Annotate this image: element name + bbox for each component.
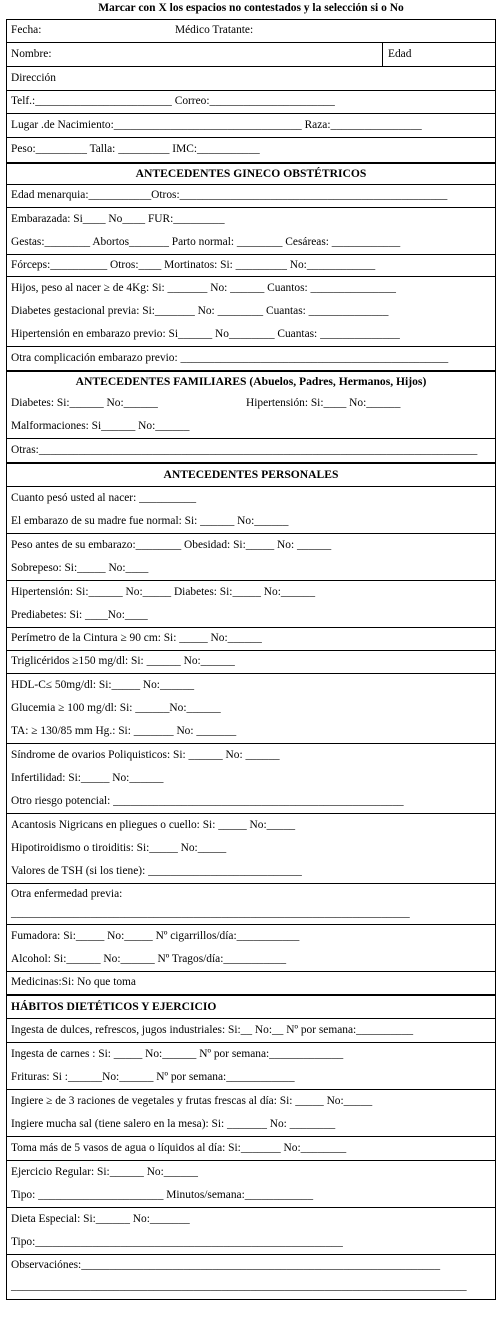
habitos-heading: HÁBITOS DIETÉTICOS Y EJERCICIO bbox=[7, 994, 495, 1018]
dieta-group bbox=[7, 1207, 495, 1254]
otro-riesgo-row bbox=[7, 790, 495, 813]
medicinas-field[interactable]: Medicinas:Si: No que toma bbox=[11, 976, 136, 988]
hipertension-diabetes-field[interactable]: Hipertensión: Si:______ No:_____ Diabetes: Si:_____ No:______ bbox=[11, 586, 316, 598]
observaciones-group bbox=[7, 1254, 495, 1299]
vegetales-row bbox=[7, 1090, 495, 1113]
otra-enfermedad-line-row bbox=[7, 904, 495, 924]
agua-row bbox=[7, 1136, 495, 1160]
sobrepeso-row bbox=[7, 557, 495, 580]
otra-enfermedad-row bbox=[7, 884, 495, 904]
sal-field[interactable]: Ingiere mucha sal (tiene salero en la mesa): Si: _______ No: ________ bbox=[11, 1118, 336, 1130]
familiares-otras-row bbox=[7, 438, 495, 462]
peso-talla-imc-field[interactable]: Peso:_________ Talla: _________ IMC:___________ bbox=[11, 143, 260, 155]
ejercicio-row bbox=[7, 1161, 495, 1184]
ejercicio-tipo-field[interactable]: Tipo: ______________________ Minutos/semana:____________ bbox=[11, 1189, 314, 1201]
agua-field[interactable]: Toma más de 5 vasos de agua o líquidos al día: Si:_______ No:________ bbox=[11, 1142, 347, 1154]
acantosis-group bbox=[7, 813, 495, 883]
menarquia-field[interactable]: Edad menarquia:___________Otros:_______________________________________________ bbox=[11, 189, 448, 201]
medicinas-row bbox=[7, 971, 495, 994]
ta-field[interactable]: TA: ≥ 130/85 mm Hg.: Si: _______ No: _______ bbox=[11, 725, 237, 737]
hipertension-embarazo-row bbox=[7, 323, 495, 346]
lugar-raza-field[interactable]: Lugar .de Nacimiento:_________________________________ Raza:________________ bbox=[11, 119, 422, 131]
embarazada-group bbox=[7, 207, 495, 254]
prediabetes-row bbox=[7, 604, 495, 627]
hipotiroidismo-field[interactable]: Hipotiroidismo o tiroiditis: Si:_____ No:_____ bbox=[11, 842, 227, 854]
otra-enfermedad-label: Otra enfermedad previa: bbox=[11, 888, 123, 900]
dieta-tipo-field[interactable]: Tipo:______________________________________________________ bbox=[11, 1236, 343, 1248]
peso-antes-field[interactable]: Peso antes de su embarazo:________ Obesidad: Si:_____ No: ______ bbox=[11, 539, 332, 551]
sal-row bbox=[7, 1113, 495, 1136]
gineco-heading: ANTECEDENTES GINECO OBSTÉTRICOS bbox=[7, 162, 495, 184]
hdl-row bbox=[7, 674, 495, 697]
dulces-field[interactable]: Ingesta de dulces, refrescos, jugos industriales: Si:__ No:__ Nº por semana:__________ bbox=[11, 1024, 414, 1036]
form-instructions-title: Marcar con X los espacios no contestados y la selección si o No bbox=[98, 2, 404, 14]
otra-complicacion-field[interactable]: Otra complicación embarazo previo: _______________________________________________ bbox=[11, 352, 449, 364]
infertilidad-row bbox=[7, 767, 495, 790]
fecha-row bbox=[7, 20, 495, 42]
observaciones-line-field[interactable]: ________________________________________________________________________________ bbox=[11, 1280, 467, 1292]
edad-divider bbox=[382, 43, 383, 66]
forceps-row bbox=[7, 254, 495, 276]
nombre-row bbox=[7, 42, 495, 66]
familiares-hipertension-field[interactable]: Hipertensión: Si:____ No:______ bbox=[246, 397, 401, 409]
lugar-row bbox=[7, 113, 495, 137]
ejercicio-group bbox=[7, 1160, 495, 1207]
otra-complicacion-row bbox=[7, 346, 495, 370]
peso-antes-row bbox=[7, 534, 495, 557]
hijos-group bbox=[7, 276, 495, 346]
fecha-label[interactable]: Fecha: bbox=[11, 24, 42, 36]
sindrome-group bbox=[7, 743, 495, 813]
alcohol-row bbox=[7, 948, 495, 971]
glucemia-field[interactable]: Glucemia ≥ 100 mg/dl: Si: ______No:______ bbox=[11, 702, 221, 714]
fumadora-group bbox=[7, 924, 495, 971]
patient-form bbox=[6, 19, 496, 1300]
diabetes-gestacional-row bbox=[7, 300, 495, 323]
peso-antes-group bbox=[7, 533, 495, 580]
edad-label[interactable]: Edad bbox=[388, 48, 412, 60]
trigliceridos-field[interactable]: Triglicéridos ≥150 mg/dl: Si: ______ No:______ bbox=[11, 655, 235, 667]
carnes-group bbox=[7, 1042, 495, 1089]
frituras-field[interactable]: Frituras: Si :______No:______ Nº por semana:____________ bbox=[11, 1071, 295, 1083]
hipertension-personal-row bbox=[7, 581, 495, 604]
tsh-field[interactable]: Valores de TSH (si los tiene): ___________________________ bbox=[11, 865, 302, 877]
prediabetes-field[interactable]: Prediabetes: Si: ____No:____ bbox=[11, 609, 148, 621]
observaciones-line-row bbox=[7, 1277, 495, 1299]
fumadora-row bbox=[7, 925, 495, 948]
sobrepeso-field[interactable]: Sobrepeso: Si:_____ No:____ bbox=[11, 562, 149, 574]
alcohol-field[interactable]: Alcohol: Si:______ No:______ Nº Tragos/día:___________ bbox=[11, 953, 287, 965]
familiares-heading: ANTECEDENTES FAMILIARES (Abuelos, Padres, Hermanos, Hijos) bbox=[7, 370, 495, 392]
ejercicio-field[interactable]: Ejercicio Regular: Si:______ No:______ bbox=[11, 1166, 198, 1178]
trigliceridos-row bbox=[7, 650, 495, 673]
peso-nacer-field[interactable]: Cuanto pesó usted al nacer: __________ bbox=[11, 492, 197, 504]
diabetes-gestacional-field[interactable]: Diabetes gestacional previa: Si:_______ No: ________ Cuantas: ______________ bbox=[11, 305, 389, 317]
sindrome-field[interactable]: Síndrome de ovarios Poliquisticos: Si: ______ No: ______ bbox=[11, 749, 280, 761]
perimetro-field[interactable]: Perímetro de la Cintura ≥ 90 cm: Si: _____ No:______ bbox=[11, 632, 262, 644]
personales-heading: ANTECEDENTES PERSONALES bbox=[7, 462, 495, 486]
infertilidad-field[interactable]: Infertilidad: Si:_____ No:______ bbox=[11, 772, 164, 784]
familiares-diabetes-row bbox=[7, 392, 495, 415]
embarazo-madre-row bbox=[7, 510, 495, 533]
peso-nacer-row bbox=[7, 487, 495, 510]
frituras-row bbox=[7, 1066, 495, 1089]
familiares-group bbox=[7, 392, 495, 438]
acantosis-field[interactable]: Acantosis Nigricans en pliegues o cuello: Si: _____ No:_____ bbox=[11, 819, 296, 831]
menarquia-row bbox=[7, 184, 495, 207]
otra-enfermedad-field[interactable]: ______________________________________________________________________ bbox=[11, 907, 410, 919]
hdl-field[interactable]: HDL-C≤ 50mg/dl: Si:_____ No:______ bbox=[11, 679, 195, 691]
medico-label[interactable]: Médico Tratante: bbox=[175, 24, 254, 36]
dieta-row bbox=[7, 1208, 495, 1231]
gestas-field[interactable]: Gestas:________ Abortos_______ Parto normal: ________ Cesáreas: ____________ bbox=[11, 236, 401, 248]
acantosis-row bbox=[7, 814, 495, 837]
otro-riesgo-field[interactable]: Otro riesgo potencial: ___________________________________________________ bbox=[11, 795, 404, 807]
gestas-row bbox=[7, 231, 495, 254]
embarazada-row bbox=[7, 208, 495, 231]
vegetales-group bbox=[7, 1089, 495, 1136]
otra-enfermedad-group bbox=[7, 883, 495, 924]
dulces-row bbox=[7, 1018, 495, 1042]
hdl-group bbox=[7, 673, 495, 743]
dieta-tipo-row bbox=[7, 1231, 495, 1254]
embarazo-madre-field[interactable]: El embarazo de su madre fue normal: Si: ______ No:______ bbox=[11, 515, 289, 527]
perimetro-row bbox=[7, 627, 495, 650]
vegetales-field[interactable]: Ingiere ≥ de 3 raciones de vegetales y frutas frescas al día: Si: _____ No:_____ bbox=[11, 1095, 373, 1107]
embarazada-field[interactable]: Embarazada: Si____ No____ FUR:_________ bbox=[11, 213, 225, 225]
hijos-row bbox=[7, 277, 495, 300]
hipertension-embarazo-field[interactable]: Hipertensión en embarazo previo: Si______ No________ Cuantas: ______________ bbox=[11, 328, 400, 340]
malformaciones-row bbox=[7, 415, 495, 438]
fumadora-field[interactable]: Fumadora: Si:_____ No:_____ Nº cigarrillos/día:___________ bbox=[11, 930, 300, 942]
telf-correo-field[interactable]: Telf.:________________________ Correo:______________________ bbox=[11, 95, 335, 107]
observaciones-field[interactable]: Observaciónes:_______________________________________________________________ bbox=[11, 1259, 441, 1271]
nacer-group bbox=[7, 486, 495, 533]
sindrome-row bbox=[7, 744, 495, 767]
dieta-field[interactable]: Dieta Especial: Si:______ No:_______ bbox=[11, 1213, 190, 1225]
direccion-label[interactable]: Dirección bbox=[11, 72, 56, 84]
carnes-field[interactable]: Ingesta de carnes : Si: _____ No:______ Nº por semana:_____________ bbox=[11, 1048, 344, 1060]
malformaciones-field[interactable]: Malformaciones: Si______ No:______ bbox=[11, 420, 190, 432]
peso-row bbox=[7, 137, 495, 162]
direccion-row bbox=[7, 66, 495, 90]
hipertension-group bbox=[7, 580, 495, 627]
ta-row bbox=[7, 720, 495, 743]
hipotiroidismo-row bbox=[7, 837, 495, 860]
telf-row bbox=[7, 90, 495, 113]
hijos-field[interactable]: Hijos, peso al nacer ≥ de 4Kg: Si: _______ No: ______ Cuantos: _______________ bbox=[11, 282, 396, 294]
tsh-row bbox=[7, 860, 495, 883]
ejercicio-tipo-row bbox=[7, 1184, 495, 1207]
familiares-diabetes-field[interactable]: Diabetes: Si:______ No:______ bbox=[11, 397, 158, 409]
nombre-label[interactable]: Nombre: bbox=[11, 48, 52, 60]
familiares-otras-field[interactable]: Otras:_____________________________________________________________________________ bbox=[11, 444, 478, 456]
forceps-field[interactable]: Fórceps:__________ Otros:____ Mortinatos: Si: _________ No:____________ bbox=[11, 259, 376, 271]
carnes-row bbox=[7, 1043, 495, 1066]
observaciones-row bbox=[7, 1255, 495, 1277]
glucemia-row bbox=[7, 697, 495, 720]
